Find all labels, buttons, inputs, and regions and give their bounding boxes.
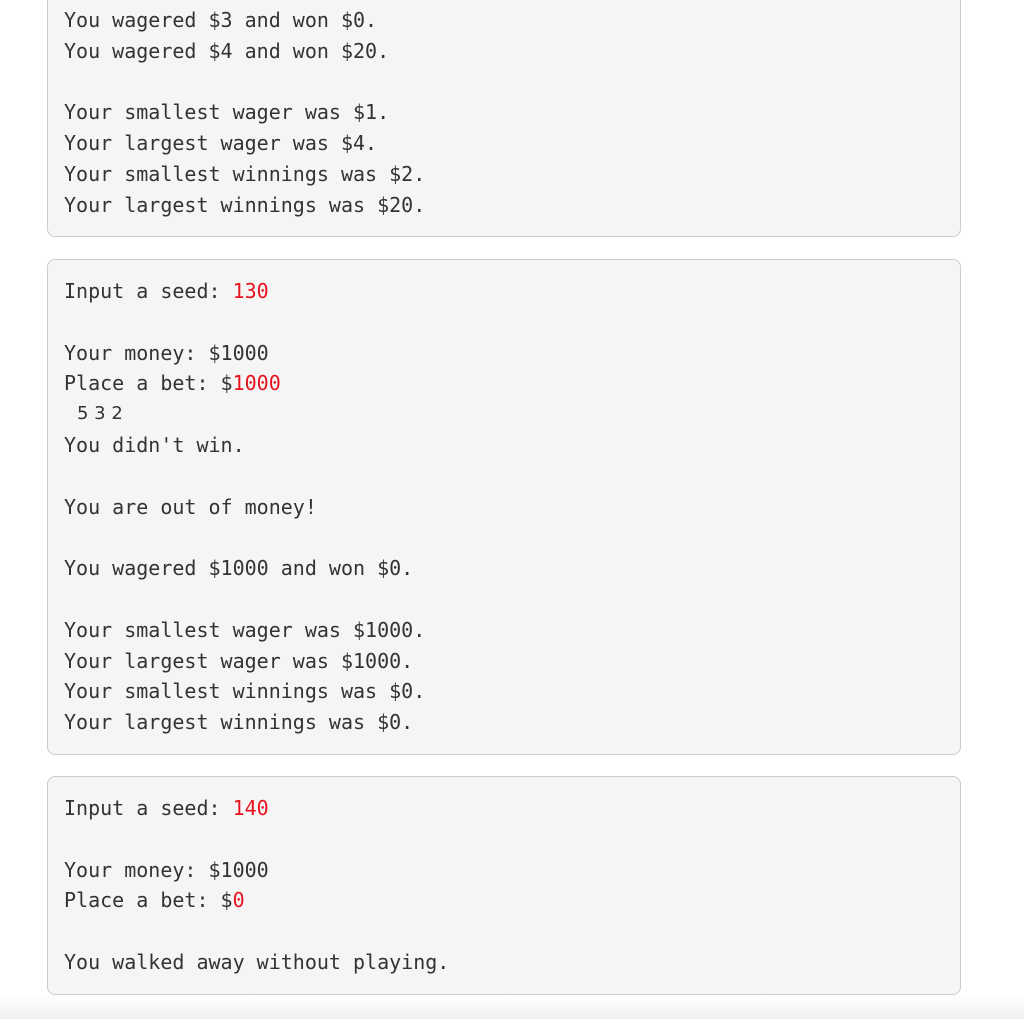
output-line — [64, 67, 960, 98]
money-line: Your money: $1000 — [64, 857, 269, 882]
output-line: You walked away without playing. — [64, 949, 450, 974]
bet-prompt-line — [64, 885, 960, 916]
console-output-block-2 — [47, 259, 961, 755]
seed-input-value: 140 — [232, 796, 269, 820]
output-line: You wagered $1000 and won $0. — [64, 556, 414, 581]
console-output-block-1 — [47, 0, 961, 237]
seed-prompt-label: Input a seed: — [64, 279, 233, 303]
output-line: Your smallest wager was $1. — [64, 100, 390, 125]
output-line: You are out of money! — [64, 494, 317, 519]
bet-input-value: 1000 — [232, 371, 281, 396]
blank-line — [64, 307, 960, 338]
output-line: Your smallest winnings was $0. — [64, 679, 426, 704]
seed-prompt-line — [64, 276, 960, 307]
page-bottom-edge — [0, 995, 1024, 1019]
output-line: Your largest winnings was $0. — [64, 710, 414, 735]
console-output-block-3 — [47, 776, 961, 995]
output-line: You wagered $3 and won $0. — [64, 8, 378, 32]
bet-input-value: 0 — [232, 888, 245, 913]
seed-prompt-line — [64, 793, 960, 824]
blank-line — [64, 824, 960, 855]
output-line: You didn't win. — [64, 432, 245, 457]
output-line — [64, 916, 960, 947]
output-line — [64, 522, 960, 553]
output-line: Your smallest wager was $1000. — [64, 617, 426, 642]
output-line — [64, 584, 960, 615]
output-line: Your largest winnings was $20. — [64, 192, 426, 217]
seed-input-value: 130 — [232, 279, 269, 303]
bet-prompt-line — [64, 368, 960, 399]
output-line: You wagered $4 and won $20. — [64, 38, 390, 63]
bet-prompt-label: Place a bet: $ — [64, 888, 233, 913]
output-line: Your smallest winnings was $2. — [64, 161, 426, 186]
seed-prompt-label: Input a seed: — [64, 796, 233, 820]
output-line — [64, 461, 960, 492]
dice-roll-line: 5 3 2 — [77, 403, 123, 425]
bet-prompt-label: Place a bet: $ — [64, 371, 233, 396]
output-line: Your largest wager was $4. — [64, 131, 378, 156]
output-line: Your largest wager was $1000. — [64, 648, 414, 673]
money-line: Your money: $1000 — [64, 340, 269, 365]
